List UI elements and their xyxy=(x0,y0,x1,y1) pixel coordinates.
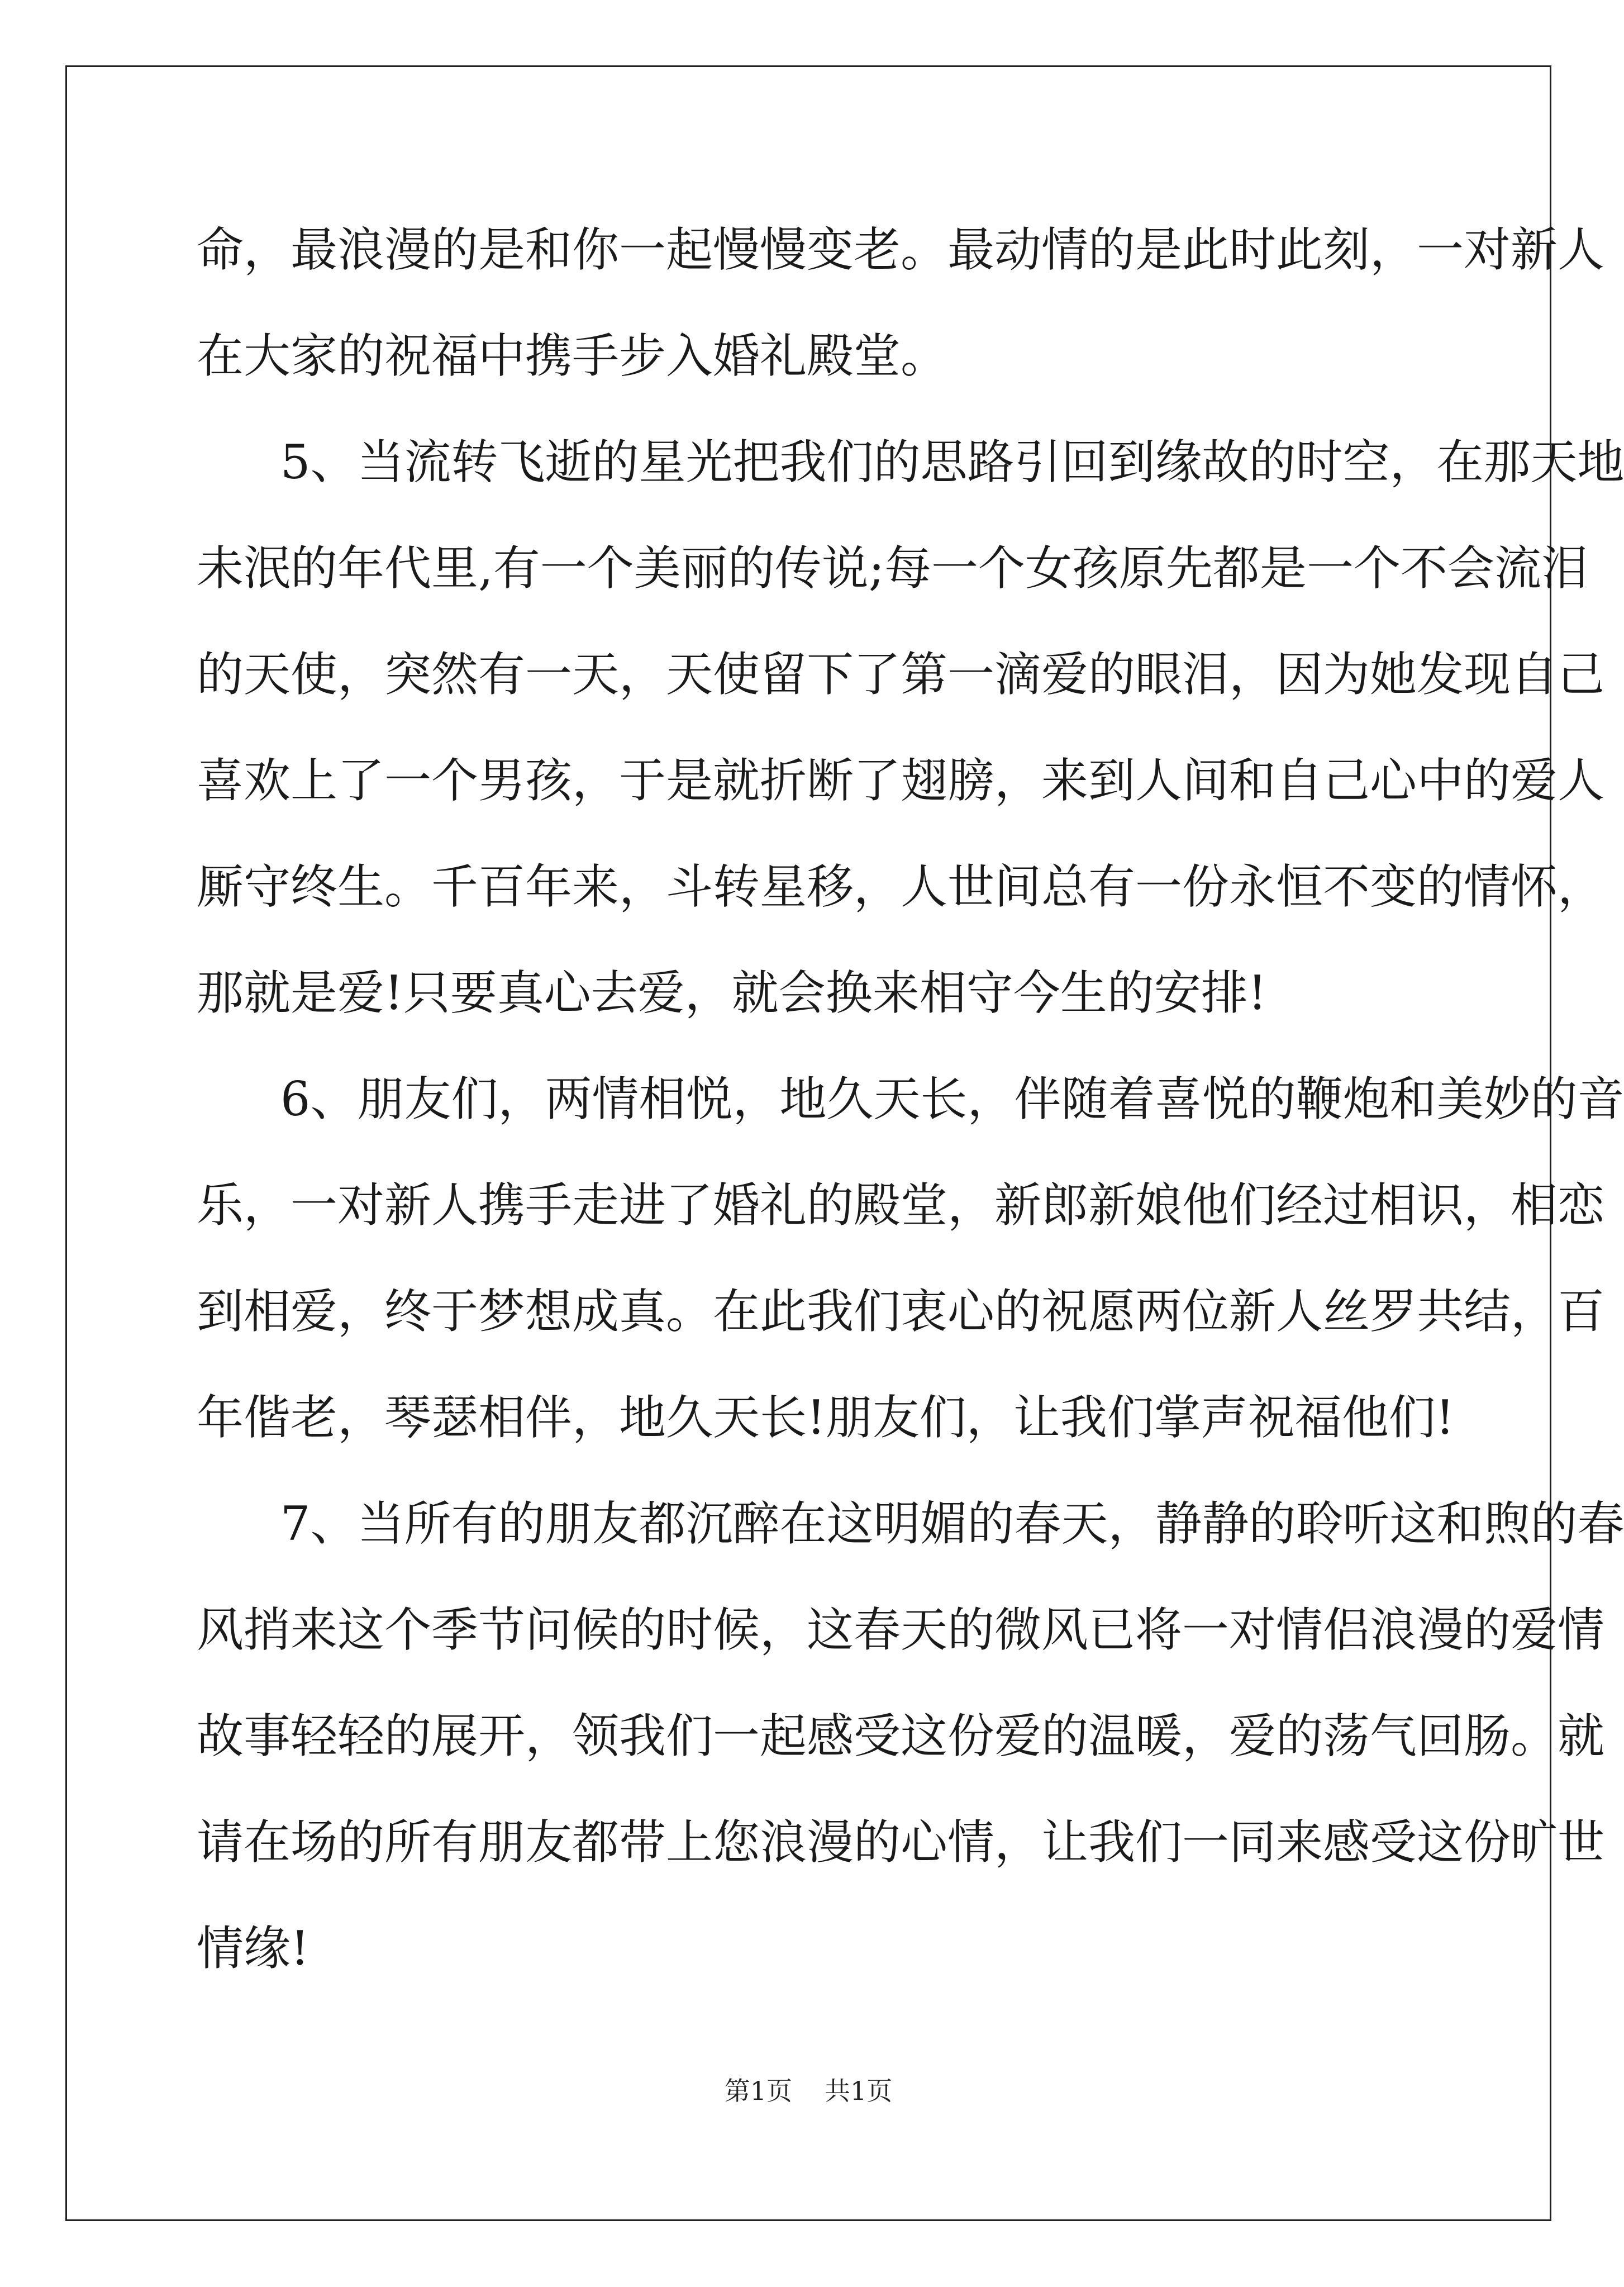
text-line: 风捎来这个季节问候的时候，这春天的微风已将一对情侣浪漫的爱情 xyxy=(197,1603,1605,1657)
text-line: 喜欢上了一个男孩，于是就折断了翅膀，来到人间和自己心中的爱人 xyxy=(197,753,1605,808)
text-line: 命，最浪漫的是和你一起慢慢变老。最动情的是此时此刻，一对新人 xyxy=(197,222,1605,277)
text-line: 到相爱，终于梦想成真。在此我们衷心的祝愿两位新人丝罗共结，百 xyxy=(197,1284,1605,1339)
text-line: 6、朋友们，两情相悦，地久天长，伴随着喜悦的鞭炮和美妙的音 xyxy=(280,1072,1624,1126)
text-line: 厮守终生。千百年来，斗转星移，人世间总有一份永恒不变的情怀， xyxy=(197,859,1605,914)
text-line: 在大家的祝福中携手步入婚礼殿堂。 xyxy=(197,329,948,383)
text-line: 请在场的所有朋友都带上您浪漫的心情，让我们一同来感受这份旷世 xyxy=(197,1815,1605,1870)
document-body xyxy=(197,213,1624,2018)
text-line: 乐，一对新人携手走进了婚礼的殿堂，新郎新娘他们经过相识，相恋 xyxy=(197,1178,1605,1233)
text-line: 情缘! xyxy=(197,1921,309,1976)
text-line: 7、当所有的朋友都沉醉在这明媚的春天，静静的聆听这和煦的春 xyxy=(280,1496,1624,1551)
page-number: 第1页 xyxy=(724,2076,792,2106)
text-line: 那就是爱!只要真心去爱，就会换来相守今生的安排! xyxy=(197,966,1267,1020)
text-line: 故事轻轻的展开，领我们一起感受这份爱的温暖，爱的荡气回肠。就 xyxy=(197,1709,1605,1763)
text-line: 未泯的年代里,有一个美丽的传说;每一个女孩原先都是一个不会流泪 xyxy=(197,541,1589,596)
page-total: 共1页 xyxy=(825,2076,893,2106)
text-line: 的天使，突然有一天，天使留下了第一滴爱的眼泪，因为她发现自己 xyxy=(197,647,1605,702)
text-line: 年偕老，琴瑟相伴，地久天长!朋友们，让我们掌声祝福他们! xyxy=(197,1390,1455,1445)
text-line: 5、当流转飞逝的星光把我们的思路引回到缘故的时空，在那天地 xyxy=(280,435,1624,489)
page-footer xyxy=(0,2074,1617,2108)
